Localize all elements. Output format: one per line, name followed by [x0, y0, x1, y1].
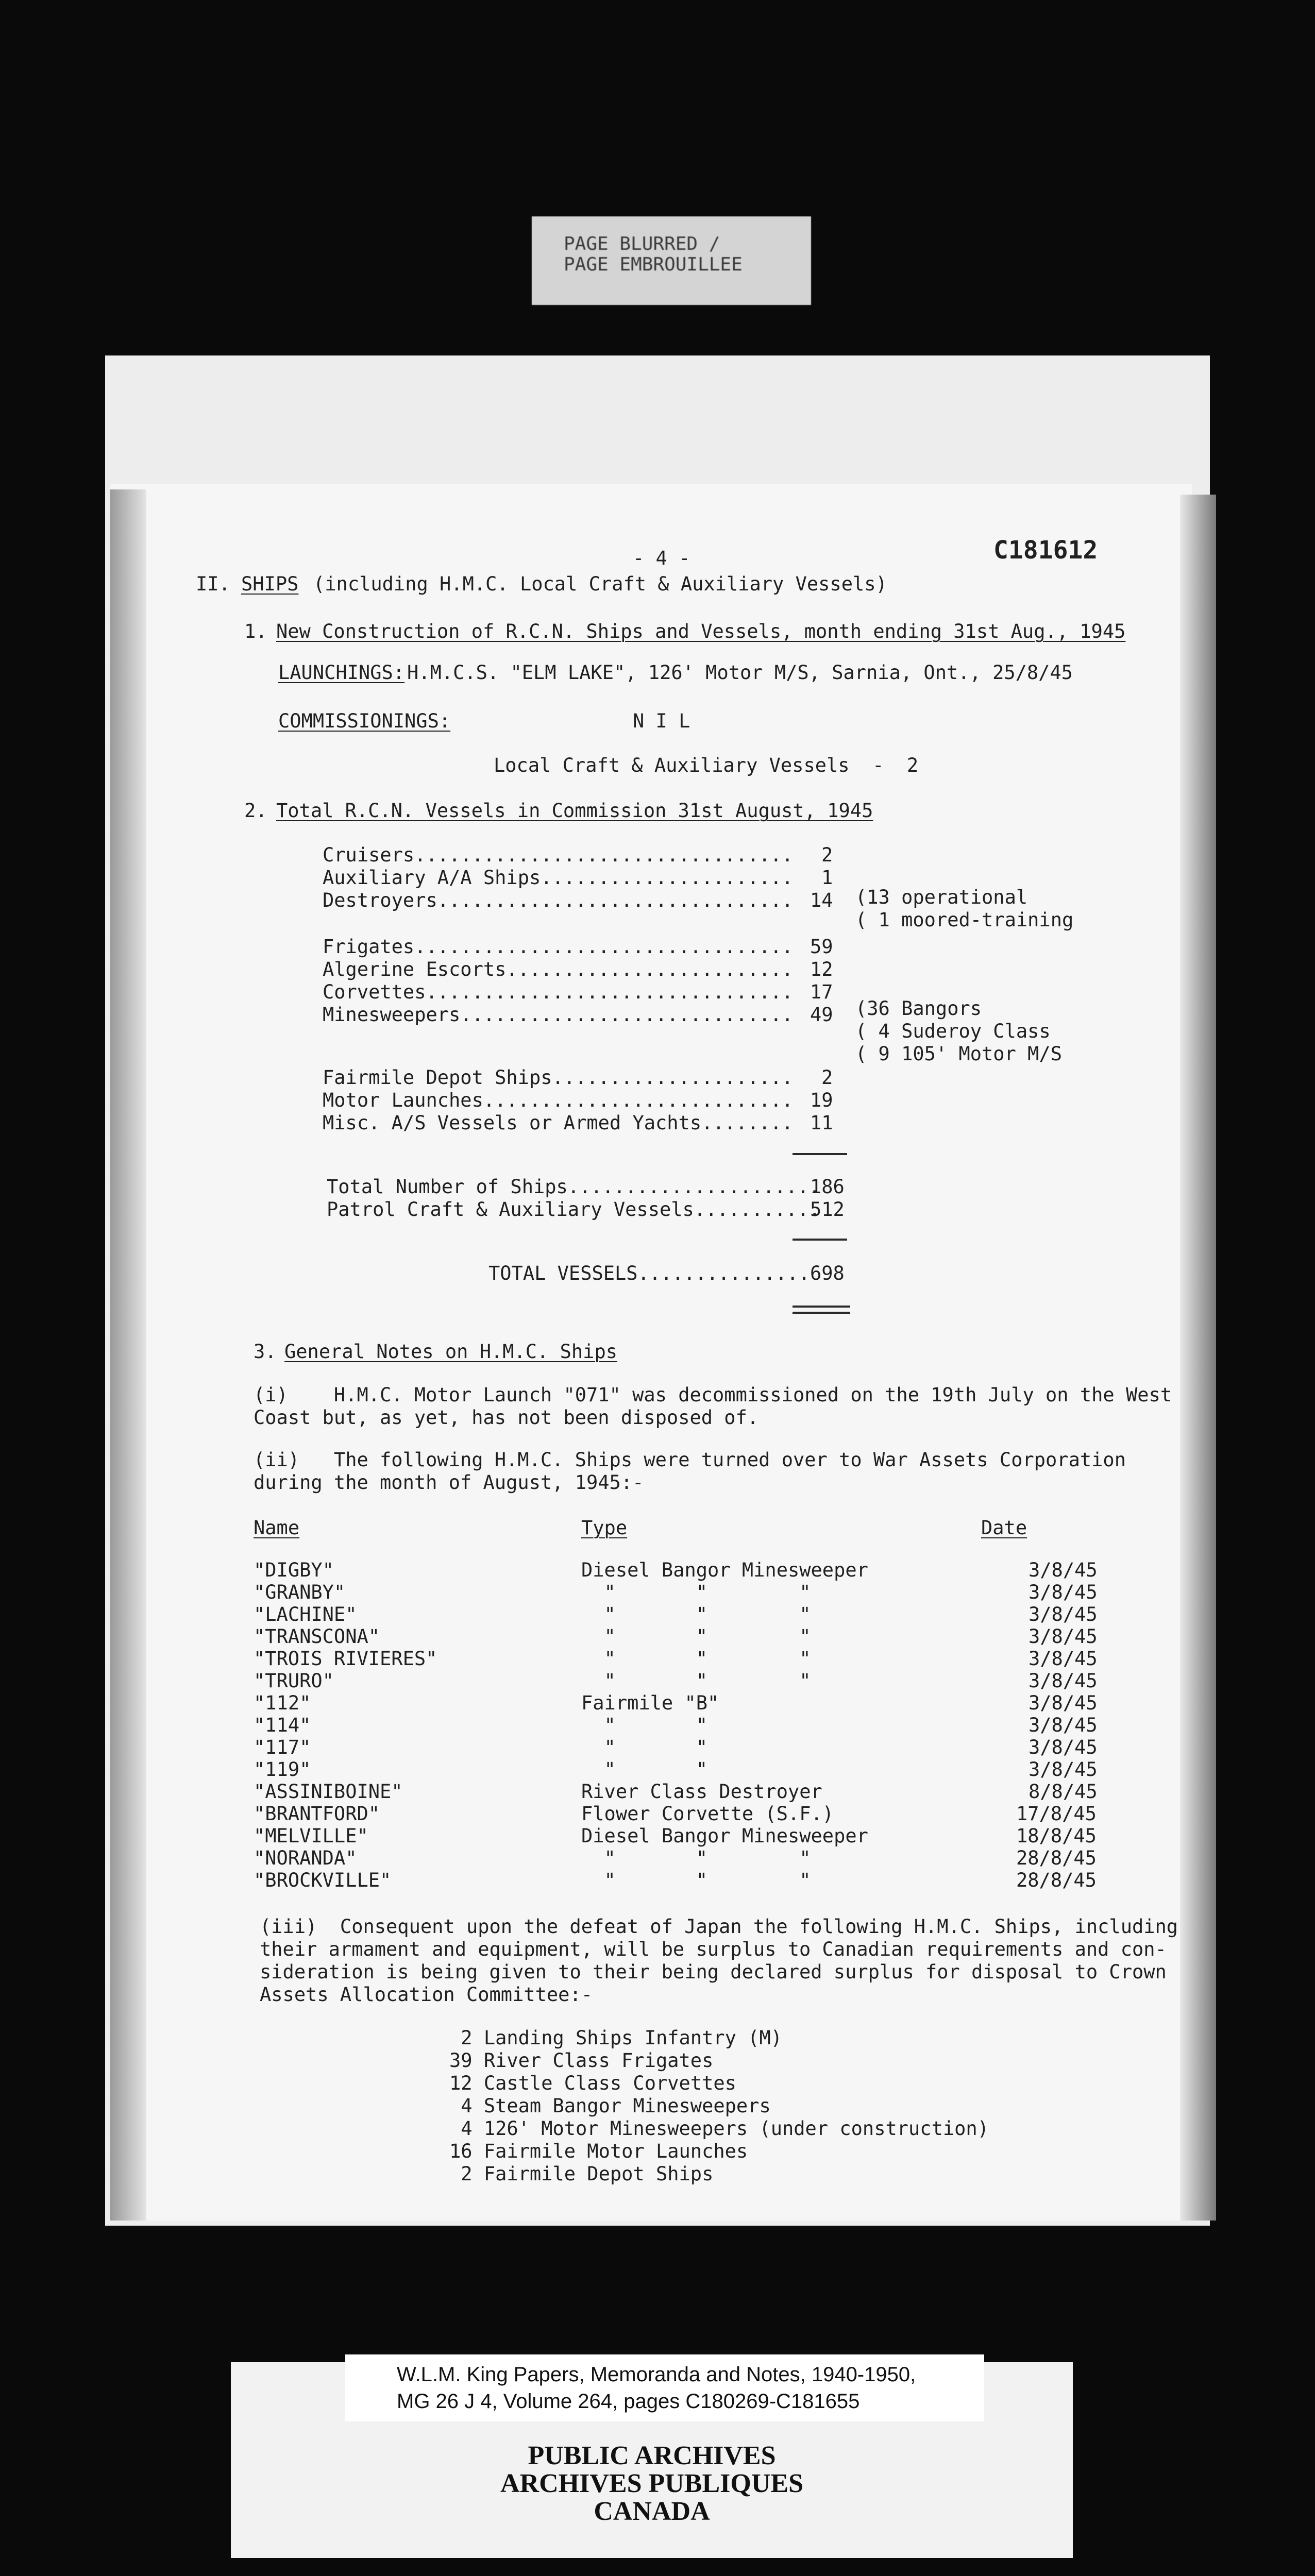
vessel-row-name: Frigates................................. [323, 936, 794, 958]
column-header-type: Type [581, 1517, 628, 1539]
total-row-count: 512 [810, 1198, 845, 1221]
ship-type: " " " [581, 1847, 811, 1869]
ship-name: "NORANDA" [254, 1847, 357, 1869]
item-2-title: Total R.C.N. Vessels in Commission 31st August, 1945 [276, 800, 873, 822]
item-1-number: 1. [244, 620, 267, 642]
ship-name: "ASSINIBOINE" [254, 1781, 403, 1803]
item-1-title: New Construction of R.C.N. Ships and Vessels, month ending 31st Aug., 1945 [276, 620, 1126, 642]
ship-name: "LACHINE" [254, 1603, 357, 1625]
commissionings-value: N I L [633, 710, 690, 732]
surplus-item: 16 Fairmile Motor Launches [449, 2140, 748, 2162]
note-iii-line: sideration is being given to their being declared surplus for disposal to Crown [260, 1961, 1167, 1983]
ship-date: 3/8/45 [1029, 1581, 1098, 1603]
vessel-row-count: 14 [810, 889, 833, 911]
grand-total-name: TOTAL VESSELS............... [488, 1262, 810, 1284]
ship-type: Fairmile "B" [581, 1692, 719, 1714]
surplus-item: 4 126' Motor Minesweepers (under construction) [449, 2117, 989, 2140]
ship-name: "TRANSCONA" [254, 1625, 380, 1648]
double-rule-top [793, 1306, 850, 1308]
vessel-row-name: Misc. A/S Vessels or Armed Yachts........ [323, 1112, 794, 1134]
grand-total-count: 698 [810, 1262, 845, 1284]
ship-name: "MELVILLE" [254, 1825, 368, 1847]
stamp-line-2: PAGE EMBROUILLEE [564, 254, 743, 275]
ship-name: "TRURO" [254, 1670, 334, 1692]
note-i-line-2: Coast but, as yet, has not been disposed of. [254, 1406, 759, 1429]
vessel-row-count: 12 [810, 958, 833, 980]
ship-type: " " [581, 1736, 708, 1758]
section-title: SHIPS [241, 573, 299, 595]
ship-type: " " " [581, 1625, 811, 1648]
page-number: - 4 - [633, 547, 690, 569]
ship-name: "117" [254, 1736, 311, 1758]
sum-rule [793, 1153, 847, 1155]
vessel-row-count: 1 [821, 867, 833, 889]
vessel-row-count: 49 [810, 1004, 833, 1026]
surplus-item: 39 River Class Frigates [449, 2049, 714, 2072]
archives-name-en: PUBLIC ARCHIVES [528, 2441, 776, 2470]
vessel-row-count: 2 [821, 1066, 833, 1089]
ship-name: "BROCKVILLE" [254, 1869, 392, 1891]
item-3-number: 3. [254, 1341, 277, 1363]
vessel-row-name: Cruisers................................. [323, 844, 794, 866]
total-row-name: Total Number of Ships...................... [327, 1176, 820, 1198]
vessel-row-count: 17 [810, 981, 833, 1003]
ship-name: "DIGBY" [254, 1559, 334, 1581]
note-i-line-1: (i) H.M.C. Motor Launch "071" was decommissioned on the 19th July on the West [254, 1384, 1172, 1406]
vessel-row-name: Algerine Escorts......................... [323, 958, 794, 980]
page-edge-shadow-left [110, 489, 146, 2221]
item-3-title: General Notes on H.M.C. Ships [284, 1341, 618, 1363]
minesweeper-note: (36 Bangors [855, 997, 982, 1020]
minesweeper-note: ( 9 105' Motor M/S [855, 1043, 1062, 1065]
surplus-item: 2 Fairmile Depot Ships [449, 2163, 714, 2185]
launchings-label: LAUNCHINGS: [278, 662, 405, 684]
ship-date: 18/8/45 [1016, 1825, 1097, 1847]
ship-date: 3/8/45 [1029, 1648, 1098, 1670]
double-rule-bottom [793, 1312, 850, 1314]
ship-name: "119" [254, 1758, 311, 1781]
vessel-row-name: Fairmile Depot Ships..................... [323, 1066, 794, 1089]
surplus-item: 4 Steam Bangor Minesweepers [449, 2095, 771, 2117]
ship-date: 8/8/45 [1029, 1781, 1098, 1803]
document-reference: C181612 [993, 536, 1098, 565]
ship-type: " " " [581, 1603, 811, 1625]
column-header-date: Date [981, 1517, 1027, 1539]
ship-type: Diesel Bangor Minesweeper [581, 1559, 868, 1581]
ship-type: " " [581, 1758, 708, 1781]
section-subtitle: (including H.M.C. Local Craft & Auxiliary Vessels) [313, 573, 887, 595]
vessel-row-count: 59 [810, 936, 833, 958]
vessel-row-name: Auxiliary A/A Ships...................... [323, 867, 794, 889]
surplus-item: 2 Landing Ships Infantry (M) [449, 2027, 783, 2049]
minesweeper-note: ( 4 Suderoy Class [855, 1020, 1051, 1042]
citation-line-2: MG 26 J 4, Volume 264, pages C180269-C181655 [397, 2390, 860, 2413]
archives-country: CANADA [594, 2497, 710, 2526]
ship-date: 3/8/45 [1029, 1670, 1098, 1692]
ship-date: 3/8/45 [1029, 1625, 1098, 1648]
destroyer-note: ( 1 moored-training [855, 909, 1074, 931]
vessel-row-name: Motor Launches........................... [323, 1089, 794, 1111]
ship-date: 3/8/45 [1029, 1758, 1098, 1781]
ship-type: Diesel Bangor Minesweeper [581, 1825, 868, 1847]
vessel-row-count: 19 [810, 1089, 833, 1111]
ship-name: "114" [254, 1714, 311, 1736]
note-iii-line: (iii) Consequent upon the defeat of Japan the following H.M.C. Ships, including [260, 1916, 1178, 1938]
ship-date: 17/8/45 [1016, 1803, 1097, 1825]
column-header-name: Name [254, 1517, 300, 1539]
ship-type: " " " [581, 1869, 811, 1891]
ship-date: 3/8/45 [1029, 1603, 1098, 1625]
note-iii-line: Assets Allocation Committee:- [260, 1984, 593, 2006]
local-craft-line: Local Craft & Auxiliary Vessels - 2 [494, 754, 919, 776]
page-blurred-stamp [532, 216, 811, 305]
vessel-row-name: Minesweepers............................. [323, 1004, 794, 1026]
note-iii-line: their armament and equipment, will be surplus to Canadian requirements and con- [260, 1938, 1167, 1960]
ship-date: 28/8/45 [1016, 1847, 1097, 1869]
launchings-text: H.M.C.S. "ELM LAKE", 126' Motor M/S, Sarnia, Ont., 25/8/45 [407, 662, 1073, 684]
ship-type: " " " [581, 1670, 811, 1692]
ship-name: "112" [254, 1692, 311, 1714]
ship-date: 3/8/45 [1029, 1559, 1098, 1581]
ship-type: River Class Destroyer [581, 1781, 822, 1803]
vessel-row-count: 2 [821, 844, 833, 866]
ship-date: 3/8/45 [1029, 1714, 1098, 1736]
citation-line-1: W.L.M. King Papers, Memoranda and Notes, 1940-1950, [397, 2363, 916, 2386]
archives-name-fr: ARCHIVES PUBLIQUES [500, 2469, 804, 2498]
ship-name: "BRANTFORD" [254, 1803, 380, 1825]
total-row-name: Patrol Craft & Auxiliary Vessels........... [327, 1198, 820, 1221]
vessel-row-name: Corvettes................................ [323, 981, 794, 1003]
ship-type: Flower Corvette (S.F.) [581, 1803, 834, 1825]
sum-rule [793, 1239, 847, 1241]
destroyer-note: (13 operational [855, 886, 1028, 908]
ship-type: " " [581, 1714, 708, 1736]
vessel-row-count: 11 [810, 1112, 833, 1134]
ship-type: " " " [581, 1581, 811, 1603]
item-2-number: 2. [244, 800, 267, 822]
note-ii-line-2: during the month of August, 1945:- [254, 1471, 644, 1494]
total-row-count: 186 [810, 1176, 845, 1198]
vessel-row-name: Destroyers............................... [323, 889, 794, 911]
ship-date: 3/8/45 [1029, 1736, 1098, 1758]
stamp-line-1: PAGE BLURRED / [564, 233, 720, 255]
ship-date: 3/8/45 [1029, 1692, 1098, 1714]
surplus-item: 12 Castle Class Corvettes [449, 2072, 736, 2094]
page-edge-shadow-right [1180, 495, 1216, 2221]
ship-name: "GRANBY" [254, 1581, 346, 1603]
ship-name: "TROIS RIVIERES" [254, 1648, 437, 1670]
note-ii-line-1: (ii) The following H.M.C. Ships were turned over to War Assets Corporation [254, 1449, 1126, 1471]
commissionings-label: COMMISSIONINGS: [278, 710, 451, 732]
ship-date: 28/8/45 [1016, 1869, 1097, 1891]
section-number: II. [196, 573, 230, 595]
ship-type: " " " [581, 1648, 811, 1670]
